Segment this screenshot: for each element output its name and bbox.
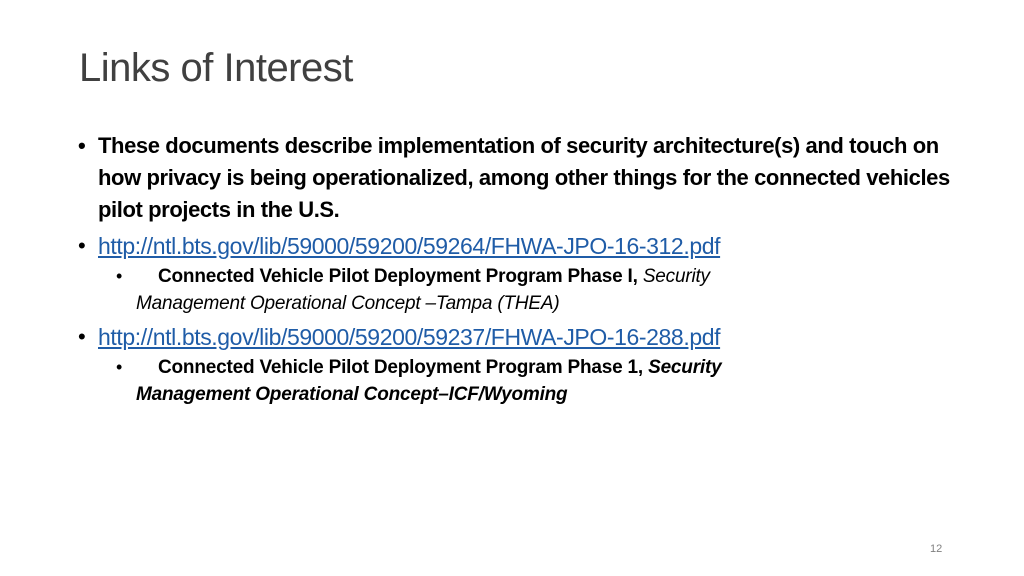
sub-bullet-2-bold: Connected Vehicle Pilot Deployment Program Phase 1, [158, 357, 643, 378]
sub-bullet-dot-icon: • [116, 266, 123, 286]
link-fhwa-jpo-16-288[interactable]: http://ntl.bts.gov/lib/59000/59200/59237/FHWA-JPO-16-288.pdf [98, 324, 721, 350]
sub-bullet-2-italic: Security [648, 357, 722, 378]
bullet-dot-icon: • [78, 133, 86, 158]
slide-body [74, 130, 964, 408]
sub-bullet-1-bold: Connected Vehicle Pilot Deployment Program Phase I, [158, 266, 638, 287]
sub-bullet-1-italic-cont: Management Operational Concept –Tampa (THEA) [136, 293, 560, 314]
intro-text: These documents describe implementation of security architecture(s) and touch on how privacy is being operationalized, among other things for the connected vehicles pilot projects in the U.S. [98, 133, 950, 222]
sub-bullet-1 [116, 263, 858, 317]
sub-bullet-dot-icon: • [116, 357, 123, 377]
sub-bullet-2 [116, 354, 858, 408]
bullet-dot-icon: • [78, 233, 86, 258]
sub-bullet-2-italic-cont: Management Operational Concept–ICF/Wyoming [136, 384, 568, 405]
sub-bullet-1-italic: Security [642, 266, 710, 287]
bullet-dot-icon: • [78, 324, 86, 349]
bullet-link-1 [74, 230, 964, 263]
link-fhwa-jpo-16-312[interactable]: http://ntl.bts.gov/lib/59000/59200/59264/FHWA-JPO-16-312.pdf [98, 233, 721, 259]
slide-title: Links of Interest [79, 46, 353, 90]
bullet-intro [74, 130, 964, 226]
page-number: 12 [930, 543, 943, 555]
bullet-link-2 [74, 321, 964, 354]
